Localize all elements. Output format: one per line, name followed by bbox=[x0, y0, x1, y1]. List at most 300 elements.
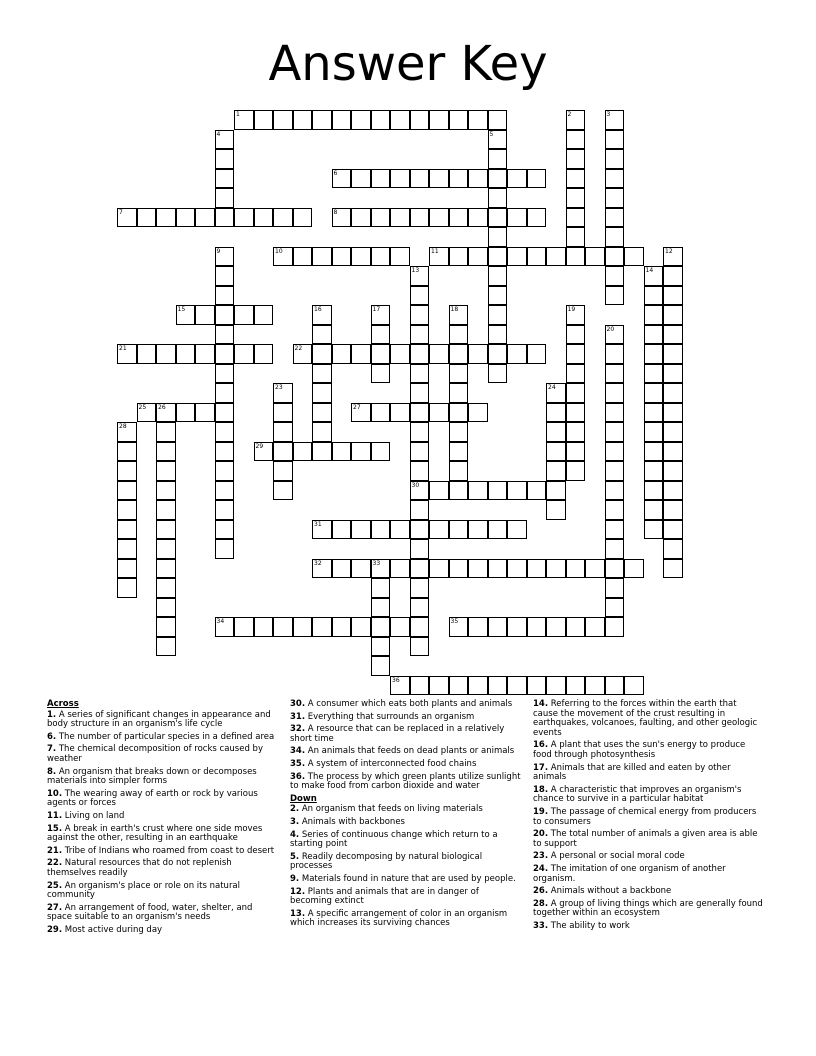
grid-cell[interactable] bbox=[663, 383, 683, 403]
grid-cell[interactable] bbox=[468, 247, 488, 267]
grid-cell[interactable] bbox=[156, 403, 176, 423]
grid-cell[interactable] bbox=[449, 344, 469, 364]
grid-cell[interactable] bbox=[488, 130, 508, 150]
grid-cell[interactable] bbox=[351, 169, 371, 189]
grid-cell[interactable] bbox=[488, 344, 508, 364]
grid-cell[interactable] bbox=[390, 344, 410, 364]
grid-cell[interactable] bbox=[410, 208, 430, 228]
grid-cell[interactable] bbox=[644, 422, 664, 442]
grid-cell[interactable] bbox=[546, 676, 566, 696]
grid-cell[interactable] bbox=[410, 364, 430, 384]
grid-cell[interactable] bbox=[488, 481, 508, 501]
grid-cell[interactable] bbox=[215, 500, 235, 520]
grid-cell[interactable] bbox=[488, 110, 508, 130]
grid-cell[interactable] bbox=[215, 305, 235, 325]
grid-cell[interactable] bbox=[273, 481, 293, 501]
grid-cell[interactable] bbox=[195, 403, 215, 423]
grid-cell[interactable] bbox=[546, 500, 566, 520]
grid-cell[interactable] bbox=[273, 403, 293, 423]
grid-cell[interactable] bbox=[117, 422, 137, 442]
grid-cell[interactable] bbox=[566, 559, 586, 579]
grid-cell[interactable] bbox=[312, 403, 332, 423]
grid-cell[interactable] bbox=[488, 305, 508, 325]
grid-cell[interactable] bbox=[624, 676, 644, 696]
grid-cell[interactable] bbox=[390, 520, 410, 540]
grid-cell[interactable] bbox=[507, 617, 527, 637]
grid-cell[interactable] bbox=[605, 539, 625, 559]
grid-cell[interactable] bbox=[644, 383, 664, 403]
grid-cell[interactable] bbox=[390, 617, 410, 637]
grid-cell[interactable] bbox=[566, 130, 586, 150]
grid-cell[interactable] bbox=[566, 188, 586, 208]
grid-cell[interactable] bbox=[390, 559, 410, 579]
grid-cell[interactable] bbox=[644, 286, 664, 306]
grid-cell[interactable] bbox=[605, 403, 625, 423]
grid-cell[interactable] bbox=[390, 247, 410, 267]
grid-cell[interactable] bbox=[585, 247, 605, 267]
grid-cell[interactable] bbox=[429, 208, 449, 228]
grid-cell[interactable] bbox=[449, 383, 469, 403]
grid-cell[interactable] bbox=[254, 305, 274, 325]
grid-cell[interactable] bbox=[566, 422, 586, 442]
grid-cell[interactable] bbox=[312, 520, 332, 540]
grid-cell[interactable] bbox=[176, 403, 196, 423]
grid-cell[interactable] bbox=[215, 266, 235, 286]
grid-cell[interactable] bbox=[215, 461, 235, 481]
grid-cell[interactable] bbox=[605, 188, 625, 208]
grid-cell[interactable] bbox=[449, 676, 469, 696]
grid-cell[interactable] bbox=[449, 442, 469, 462]
grid-cell[interactable] bbox=[605, 208, 625, 228]
grid-cell[interactable] bbox=[371, 520, 391, 540]
grid-cell[interactable] bbox=[488, 247, 508, 267]
grid-cell[interactable] bbox=[215, 422, 235, 442]
grid-cell[interactable] bbox=[546, 247, 566, 267]
grid-cell[interactable] bbox=[507, 208, 527, 228]
grid-cell[interactable] bbox=[468, 617, 488, 637]
grid-cell[interactable] bbox=[605, 344, 625, 364]
grid-cell[interactable] bbox=[215, 539, 235, 559]
grid-cell[interactable] bbox=[390, 208, 410, 228]
grid-cell[interactable] bbox=[449, 208, 469, 228]
grid-cell[interactable] bbox=[624, 247, 644, 267]
grid-cell[interactable] bbox=[234, 344, 254, 364]
grid-cell[interactable] bbox=[410, 461, 430, 481]
grid-cell[interactable] bbox=[527, 676, 547, 696]
grid-cell[interactable] bbox=[254, 617, 274, 637]
grid-cell[interactable] bbox=[332, 344, 352, 364]
grid-cell[interactable] bbox=[371, 364, 391, 384]
grid-cell[interactable] bbox=[605, 286, 625, 306]
grid-cell[interactable] bbox=[429, 344, 449, 364]
grid-cell[interactable] bbox=[566, 325, 586, 345]
grid-cell[interactable] bbox=[312, 617, 332, 637]
grid-cell[interactable] bbox=[371, 344, 391, 364]
grid-cell[interactable] bbox=[488, 325, 508, 345]
grid-cell[interactable] bbox=[566, 364, 586, 384]
grid-cell[interactable] bbox=[566, 403, 586, 423]
grid-cell[interactable] bbox=[429, 169, 449, 189]
grid-cell[interactable] bbox=[605, 130, 625, 150]
grid-cell[interactable] bbox=[488, 266, 508, 286]
grid-cell[interactable] bbox=[507, 344, 527, 364]
grid-cell[interactable] bbox=[527, 617, 547, 637]
grid-cell[interactable] bbox=[605, 559, 625, 579]
grid-cell[interactable] bbox=[273, 110, 293, 130]
grid-cell[interactable] bbox=[449, 305, 469, 325]
grid-cell[interactable] bbox=[371, 559, 391, 579]
grid-cell[interactable] bbox=[663, 403, 683, 423]
grid-cell[interactable] bbox=[156, 422, 176, 442]
grid-cell[interactable] bbox=[663, 305, 683, 325]
grid-cell[interactable] bbox=[371, 325, 391, 345]
grid-cell[interactable] bbox=[527, 344, 547, 364]
grid-cell[interactable] bbox=[410, 110, 430, 130]
grid-cell[interactable] bbox=[273, 208, 293, 228]
grid-cell[interactable] bbox=[312, 110, 332, 130]
grid-cell[interactable] bbox=[312, 383, 332, 403]
grid-cell[interactable] bbox=[332, 110, 352, 130]
grid-cell[interactable] bbox=[117, 520, 137, 540]
grid-cell[interactable] bbox=[117, 461, 137, 481]
grid-cell[interactable] bbox=[156, 442, 176, 462]
grid-cell[interactable] bbox=[332, 247, 352, 267]
grid-cell[interactable] bbox=[215, 520, 235, 540]
grid-cell[interactable] bbox=[566, 227, 586, 247]
grid-cell[interactable] bbox=[507, 559, 527, 579]
grid-cell[interactable] bbox=[429, 676, 449, 696]
grid-cell[interactable] bbox=[215, 208, 235, 228]
grid-cell[interactable] bbox=[117, 539, 137, 559]
grid-cell[interactable] bbox=[663, 247, 683, 267]
grid-cell[interactable] bbox=[390, 403, 410, 423]
grid-cell[interactable] bbox=[468, 559, 488, 579]
grid-cell[interactable] bbox=[488, 617, 508, 637]
grid-cell[interactable] bbox=[312, 247, 332, 267]
grid-cell[interactable] bbox=[566, 617, 586, 637]
grid-cell[interactable] bbox=[527, 481, 547, 501]
grid-cell[interactable] bbox=[468, 208, 488, 228]
grid-cell[interactable] bbox=[273, 422, 293, 442]
grid-cell[interactable] bbox=[215, 188, 235, 208]
grid-cell[interactable] bbox=[410, 169, 430, 189]
grid-cell[interactable] bbox=[585, 617, 605, 637]
grid-cell[interactable] bbox=[644, 461, 664, 481]
grid-cell[interactable] bbox=[429, 247, 449, 267]
grid-cell[interactable] bbox=[273, 442, 293, 462]
grid-cell[interactable] bbox=[449, 422, 469, 442]
grid-cell[interactable] bbox=[644, 442, 664, 462]
grid-cell[interactable] bbox=[488, 188, 508, 208]
grid-cell[interactable] bbox=[468, 169, 488, 189]
grid-cell[interactable] bbox=[273, 383, 293, 403]
grid-cell[interactable] bbox=[176, 305, 196, 325]
grid-cell[interactable] bbox=[117, 344, 137, 364]
grid-cell[interactable] bbox=[215, 286, 235, 306]
grid-cell[interactable] bbox=[312, 325, 332, 345]
grid-cell[interactable] bbox=[546, 461, 566, 481]
grid-cell[interactable] bbox=[566, 461, 586, 481]
grid-cell[interactable] bbox=[410, 344, 430, 364]
grid-cell[interactable] bbox=[410, 481, 430, 501]
grid-cell[interactable] bbox=[215, 364, 235, 384]
grid-cell[interactable] bbox=[215, 383, 235, 403]
grid-cell[interactable] bbox=[410, 286, 430, 306]
grid-cell[interactable] bbox=[410, 559, 430, 579]
grid-cell[interactable] bbox=[449, 481, 469, 501]
grid-cell[interactable] bbox=[293, 208, 313, 228]
grid-cell[interactable] bbox=[546, 559, 566, 579]
grid-cell[interactable] bbox=[566, 383, 586, 403]
grid-cell[interactable] bbox=[351, 559, 371, 579]
grid-cell[interactable] bbox=[156, 578, 176, 598]
grid-cell[interactable] bbox=[215, 149, 235, 169]
grid-cell[interactable] bbox=[410, 422, 430, 442]
grid-cell[interactable] bbox=[488, 208, 508, 228]
grid-cell[interactable] bbox=[176, 208, 196, 228]
grid-cell[interactable] bbox=[215, 481, 235, 501]
grid-cell[interactable] bbox=[234, 110, 254, 130]
grid-cell[interactable] bbox=[293, 617, 313, 637]
grid-cell[interactable] bbox=[449, 520, 469, 540]
grid-cell[interactable] bbox=[429, 481, 449, 501]
grid-cell[interactable] bbox=[488, 149, 508, 169]
grid-cell[interactable] bbox=[546, 422, 566, 442]
grid-cell[interactable] bbox=[371, 656, 391, 676]
grid-cell[interactable] bbox=[410, 520, 430, 540]
grid-cell[interactable] bbox=[605, 578, 625, 598]
grid-cell[interactable] bbox=[410, 637, 430, 657]
grid-cell[interactable] bbox=[566, 344, 586, 364]
grid-cell[interactable] bbox=[234, 208, 254, 228]
grid-cell[interactable] bbox=[117, 500, 137, 520]
grid-cell[interactable] bbox=[156, 539, 176, 559]
grid-cell[interactable] bbox=[312, 422, 332, 442]
grid-cell[interactable] bbox=[663, 266, 683, 286]
grid-cell[interactable] bbox=[663, 442, 683, 462]
grid-cell[interactable] bbox=[468, 344, 488, 364]
grid-cell[interactable] bbox=[605, 676, 625, 696]
grid-cell[interactable] bbox=[449, 364, 469, 384]
grid-cell[interactable] bbox=[176, 344, 196, 364]
grid-cell[interactable] bbox=[644, 305, 664, 325]
grid-cell[interactable] bbox=[624, 559, 644, 579]
grid-cell[interactable] bbox=[410, 500, 430, 520]
grid-cell[interactable] bbox=[566, 247, 586, 267]
grid-cell[interactable] bbox=[449, 247, 469, 267]
grid-cell[interactable] bbox=[527, 208, 547, 228]
grid-cell[interactable] bbox=[293, 442, 313, 462]
grid-cell[interactable] bbox=[371, 578, 391, 598]
grid-cell[interactable] bbox=[546, 383, 566, 403]
grid-cell[interactable] bbox=[449, 617, 469, 637]
grid-cell[interactable] bbox=[566, 149, 586, 169]
grid-cell[interactable] bbox=[449, 325, 469, 345]
grid-cell[interactable] bbox=[468, 676, 488, 696]
grid-cell[interactable] bbox=[644, 266, 664, 286]
grid-cell[interactable] bbox=[605, 110, 625, 130]
grid-cell[interactable] bbox=[117, 208, 137, 228]
grid-cell[interactable] bbox=[663, 520, 683, 540]
grid-cell[interactable] bbox=[156, 520, 176, 540]
grid-cell[interactable] bbox=[195, 305, 215, 325]
grid-cell[interactable] bbox=[215, 403, 235, 423]
grid-cell[interactable] bbox=[527, 247, 547, 267]
grid-cell[interactable] bbox=[312, 559, 332, 579]
grid-cell[interactable] bbox=[644, 500, 664, 520]
grid-cell[interactable] bbox=[429, 559, 449, 579]
grid-cell[interactable] bbox=[663, 500, 683, 520]
grid-cell[interactable] bbox=[156, 461, 176, 481]
grid-cell[interactable] bbox=[293, 247, 313, 267]
grid-cell[interactable] bbox=[410, 617, 430, 637]
grid-cell[interactable] bbox=[644, 364, 664, 384]
grid-cell[interactable] bbox=[332, 442, 352, 462]
grid-cell[interactable] bbox=[273, 247, 293, 267]
grid-cell[interactable] bbox=[156, 559, 176, 579]
grid-cell[interactable] bbox=[585, 559, 605, 579]
grid-cell[interactable] bbox=[351, 617, 371, 637]
grid-cell[interactable] bbox=[527, 169, 547, 189]
grid-cell[interactable] bbox=[605, 481, 625, 501]
grid-cell[interactable] bbox=[644, 403, 664, 423]
grid-cell[interactable] bbox=[312, 305, 332, 325]
grid-cell[interactable] bbox=[663, 481, 683, 501]
grid-cell[interactable] bbox=[507, 247, 527, 267]
grid-cell[interactable] bbox=[371, 403, 391, 423]
grid-cell[interactable] bbox=[156, 617, 176, 637]
grid-cell[interactable] bbox=[371, 208, 391, 228]
grid-cell[interactable] bbox=[371, 247, 391, 267]
grid-cell[interactable] bbox=[488, 227, 508, 247]
grid-cell[interactable] bbox=[332, 169, 352, 189]
grid-cell[interactable] bbox=[449, 403, 469, 423]
grid-cell[interactable] bbox=[546, 481, 566, 501]
grid-cell[interactable] bbox=[410, 676, 430, 696]
grid-cell[interactable] bbox=[644, 344, 664, 364]
grid-cell[interactable] bbox=[351, 110, 371, 130]
grid-cell[interactable] bbox=[663, 422, 683, 442]
grid-cell[interactable] bbox=[117, 578, 137, 598]
grid-cell[interactable] bbox=[527, 559, 547, 579]
grid-cell[interactable] bbox=[410, 539, 430, 559]
grid-cell[interactable] bbox=[507, 481, 527, 501]
grid-cell[interactable] bbox=[351, 208, 371, 228]
grid-cell[interactable] bbox=[488, 169, 508, 189]
grid-cell[interactable] bbox=[215, 617, 235, 637]
grid-cell[interactable] bbox=[156, 481, 176, 501]
grid-cell[interactable] bbox=[371, 305, 391, 325]
grid-cell[interactable] bbox=[566, 110, 586, 130]
grid-cell[interactable] bbox=[644, 325, 664, 345]
grid-cell[interactable] bbox=[332, 559, 352, 579]
grid-cell[interactable] bbox=[605, 169, 625, 189]
grid-cell[interactable] bbox=[429, 520, 449, 540]
grid-cell[interactable] bbox=[410, 305, 430, 325]
grid-cell[interactable] bbox=[215, 325, 235, 345]
grid-cell[interactable] bbox=[371, 598, 391, 618]
grid-cell[interactable] bbox=[390, 110, 410, 130]
grid-cell[interactable] bbox=[605, 598, 625, 618]
grid-cell[interactable] bbox=[507, 520, 527, 540]
grid-cell[interactable] bbox=[371, 110, 391, 130]
grid-cell[interactable] bbox=[605, 227, 625, 247]
grid-cell[interactable] bbox=[429, 403, 449, 423]
grid-cell[interactable] bbox=[117, 442, 137, 462]
grid-cell[interactable] bbox=[605, 364, 625, 384]
grid-cell[interactable] bbox=[663, 539, 683, 559]
grid-cell[interactable] bbox=[410, 442, 430, 462]
grid-cell[interactable] bbox=[234, 305, 254, 325]
grid-cell[interactable] bbox=[137, 344, 157, 364]
grid-cell[interactable] bbox=[332, 520, 352, 540]
grid-cell[interactable] bbox=[605, 461, 625, 481]
grid-cell[interactable] bbox=[332, 208, 352, 228]
grid-cell[interactable] bbox=[546, 442, 566, 462]
grid-cell[interactable] bbox=[488, 559, 508, 579]
grid-cell[interactable] bbox=[449, 110, 469, 130]
grid-cell[interactable] bbox=[507, 169, 527, 189]
grid-cell[interactable] bbox=[449, 169, 469, 189]
grid-cell[interactable] bbox=[215, 344, 235, 364]
grid-cell[interactable] bbox=[273, 461, 293, 481]
grid-cell[interactable] bbox=[215, 247, 235, 267]
grid-cell[interactable] bbox=[605, 520, 625, 540]
grid-cell[interactable] bbox=[371, 637, 391, 657]
grid-cell[interactable] bbox=[195, 344, 215, 364]
grid-cell[interactable] bbox=[546, 617, 566, 637]
grid-cell[interactable] bbox=[546, 403, 566, 423]
grid-cell[interactable] bbox=[156, 344, 176, 364]
grid-cell[interactable] bbox=[117, 559, 137, 579]
grid-cell[interactable] bbox=[566, 442, 586, 462]
grid-cell[interactable] bbox=[488, 676, 508, 696]
grid-cell[interactable] bbox=[605, 442, 625, 462]
grid-cell[interactable] bbox=[644, 481, 664, 501]
grid-cell[interactable] bbox=[390, 169, 410, 189]
grid-cell[interactable] bbox=[273, 617, 293, 637]
grid-cell[interactable] bbox=[254, 208, 274, 228]
grid-cell[interactable] bbox=[351, 247, 371, 267]
grid-cell[interactable] bbox=[254, 344, 274, 364]
grid-cell[interactable] bbox=[156, 208, 176, 228]
grid-cell[interactable] bbox=[117, 481, 137, 501]
grid-cell[interactable] bbox=[605, 247, 625, 267]
grid-cell[interactable] bbox=[663, 559, 683, 579]
grid-cell[interactable] bbox=[195, 208, 215, 228]
grid-cell[interactable] bbox=[371, 169, 391, 189]
grid-cell[interactable] bbox=[390, 676, 410, 696]
grid-cell[interactable] bbox=[410, 266, 430, 286]
grid-cell[interactable] bbox=[215, 442, 235, 462]
grid-cell[interactable] bbox=[488, 520, 508, 540]
grid-cell[interactable] bbox=[293, 344, 313, 364]
grid-cell[interactable] bbox=[663, 286, 683, 306]
grid-cell[interactable] bbox=[663, 364, 683, 384]
grid-cell[interactable] bbox=[507, 676, 527, 696]
grid-cell[interactable] bbox=[137, 208, 157, 228]
grid-cell[interactable] bbox=[312, 344, 332, 364]
grid-cell[interactable] bbox=[312, 442, 332, 462]
grid-cell[interactable] bbox=[351, 520, 371, 540]
grid-cell[interactable] bbox=[644, 520, 664, 540]
grid-cell[interactable] bbox=[488, 364, 508, 384]
grid-cell[interactable] bbox=[468, 110, 488, 130]
grid-cell[interactable] bbox=[605, 422, 625, 442]
grid-cell[interactable] bbox=[332, 617, 352, 637]
grid-cell[interactable] bbox=[312, 364, 332, 384]
grid-cell[interactable] bbox=[410, 578, 430, 598]
